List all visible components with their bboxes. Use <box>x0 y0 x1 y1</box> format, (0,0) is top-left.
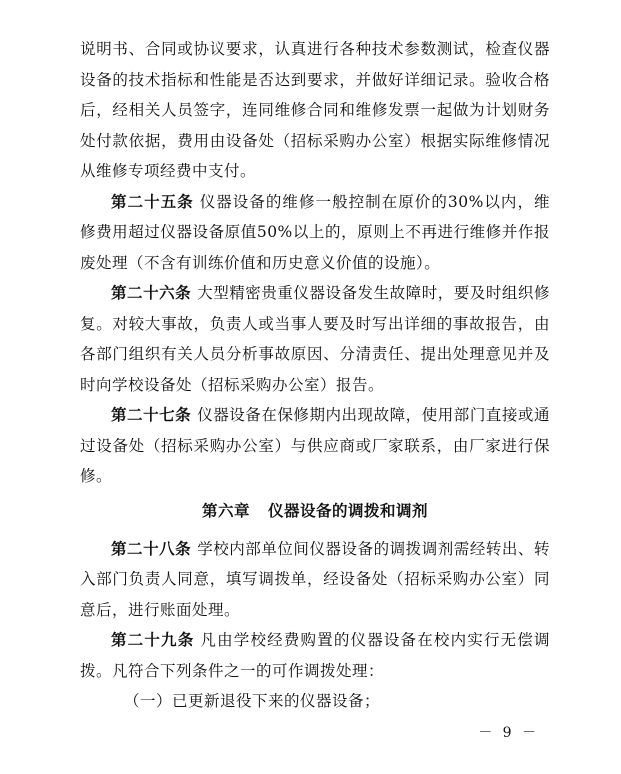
chapter-heading <box>80 496 550 526</box>
article-27 <box>80 400 550 492</box>
article-text: 仪器设备的维修一般控制在原价的30%以内，维修费用超过仪器设备原值50%以上的，原则上不再进行维修并作报废处理（不含有训练价值和历史意义价值的设施）。 <box>80 192 550 272</box>
article-text: 仪器设备在保修期内出现故障，使用部门直接或通过设备处（招标采购办公室）与供应商或厂家联系，由厂家进行保修。 <box>80 406 550 485</box>
article-26 <box>80 278 550 400</box>
article-label: 第二十五条 <box>111 192 194 211</box>
article-text: 大型精密贵重仪器设备发生故障时，要及时组织修复。对较大事故，负责人或当事人要及时写出详细的事故报告，由各部门组织有关人员分析事故原因、分清责任、提出处理意见并及时向学校设备处（招标采购办公室）报告。 <box>80 284 550 394</box>
article-text: 学校内部单位间仪器设备的调拨调剂需经转出、转入部门负责人同意，填写调拨单，经设备处（招标采购办公室）同意后，进行账面处理。 <box>80 539 550 619</box>
article-25 <box>80 187 550 279</box>
paragraph-continued: 说明书、合同或协议要求，认真进行各种技术参数测试，检查仪器设备的技术指标和性能是否达到要求，并做好详细记录。验收合格后，经相关人员签字，连同维修合同和维修发票一起做为计划财务处付款依据，费用由设备处（招标采购办公室）根据实际维修情况从维修专项经费中支付。 <box>80 40 550 180</box>
article-label: 第二十九条 <box>111 631 195 649</box>
article-label: 第二十六条 <box>111 284 192 302</box>
chapter-title: 仪器设备的调拨和调剂 <box>268 501 429 520</box>
article-text: 凡由学校经费购置的仪器设备在校内实行无偿调拨。凡符合下列条件之一的可作调拨处理： <box>80 631 550 680</box>
article-label: 第二十七条 <box>111 406 192 424</box>
article-29 <box>80 625 550 686</box>
document-body <box>80 34 550 717</box>
list-item: （一）已更新退役下来的仪器设备； <box>124 692 381 710</box>
article-28 <box>80 534 550 626</box>
article-label: 第二十八条 <box>111 539 192 558</box>
page-number: － 9 － <box>478 725 539 741</box>
chapter-number: 第六章 <box>201 501 250 520</box>
